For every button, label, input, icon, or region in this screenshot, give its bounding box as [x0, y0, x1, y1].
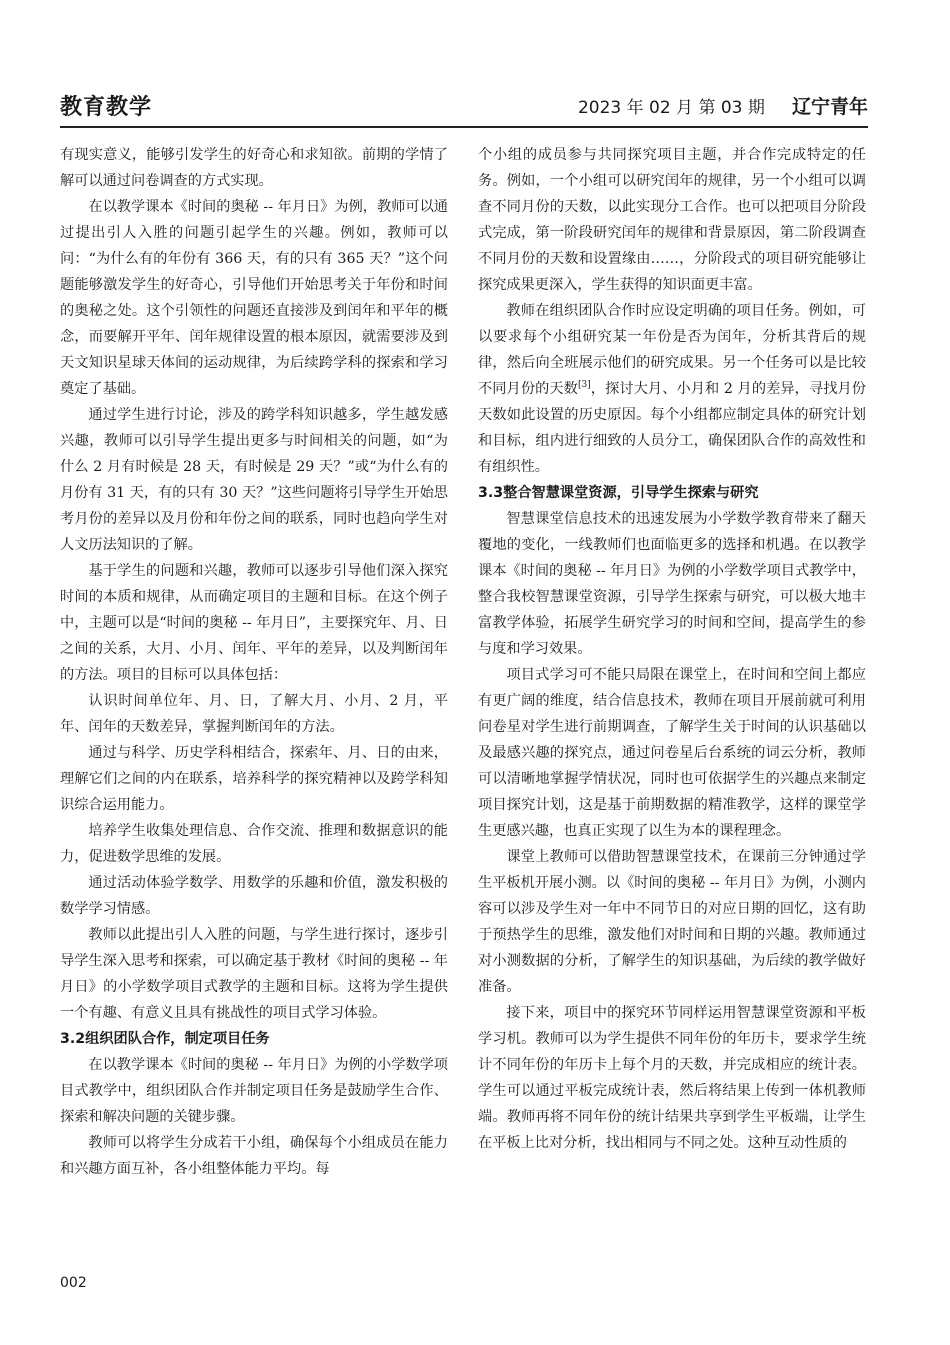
paragraph: 有现实意义，能够引发学生的好奇心和求知欲。前期的学情了解可以通过问卷调查的方式实现。 — [60, 147, 448, 189]
paragraph: 通过活动体验学数学、用数学的乐趣和价值，激发积极的数学学习情感。 — [60, 875, 448, 917]
journal-name: 辽宁青年 — [791, 96, 868, 118]
paragraph: 在以教学课本《时间的奥秘 -- 年月日》为例，教师可以通过提出引人入胜的问题引起学生的兴趣。例如，教师可以问：“为什么有的年份有 366 天，有的只有 365 天？”这个问题能够激发学生的好奇心，引导他们开始思考关于年份和时间的奥秘之处。这个引领性的问题还直接涉及到闰年和平年的概念，而要解开平年、闰年规律设置的根本原因，就需要涉及到天文知识星球天体间的运动规律，为后续跨学科的探索和学习奠定了基础。 — [60, 199, 448, 397]
citation-marker: [3] — [577, 380, 591, 390]
issue-date: 2023 年 02 月 第 03 期 — [577, 98, 765, 118]
section-heading-3-3: 3.3整合智慧课堂资源，引导学生探索与研究 — [478, 485, 759, 501]
paragraph: 通过与科学、历史学科相结合，探索年、月、日的由来，理解它们之间的内在联系，培养科学的探究精神以及跨学科知识综合运用能力。 — [60, 745, 448, 813]
page-number: 002 — [60, 1275, 87, 1291]
section-heading-3-2: 3.2组织团队合作，制定项目任务 — [60, 1031, 270, 1047]
paragraph: 基于学生的问题和兴趣，教师可以逐步引导他们深入探究时间的本质和规律，从而确定项目的主题和目标。在这个例子中，主题可以是“时间的奥秘 -- 年月日”，主要探究年、月、日之间的关系，大月、小月、闰年、平年的差异，以及判断闰年的方法。项目的目标可以具体包括： — [60, 563, 448, 683]
header-rule — [60, 126, 868, 128]
paragraph: 项目式学习可不能只局限在课堂上，在时间和空间上都应有更广阔的维度，结合信息技术，教师在项目开展前就可利用问卷星对学生进行前期调查，了解学生关于时间的认识基础以及最感兴趣的探究点，通过问卷星后台系统的词云分析，教师可以清晰地掌握学情状况，同时也可依据学生的兴趣点来制定项目探究计划，这是基于前期数据的精准教学，这样的课堂学生更感兴趣，也真正实现了以生为本的课程理念。 — [478, 667, 866, 839]
right-column — [478, 142, 866, 1156]
paragraph: 认识时间单位年、月、日，了解大月、小月、2 月，平年、闰年的天数差异，掌握判断闰年的方法。 — [60, 693, 448, 735]
paragraph-text: ，探讨大月、小月和 2 月的差异，寻找月份天数如此设置的历史原因。每个小组都应制定具体的研究计划和目标，组内进行细致的人员分工，确保团队合作的高效性和有组织性。 — [478, 381, 866, 475]
paragraph: 通过学生进行讨论，涉及的跨学科知识越多，学生越发感兴趣，教师可以引导学生提出更多与时间相关的问题，如“为什么 2 月有时候是 28 天，有时候是 29 天？”或“为什么有的月份有 31 天，有的只有 30 天？”这些问题将引导学生开始思考月份的差异以及月份和年份之间的联系，同时也趋向学生对人文历法知识的了解。 — [60, 407, 448, 553]
paragraph: 智慧课堂信息技术的迅速发展为小学数学教育带来了翻天覆地的变化，一线教师们也面临更多的选择和机遇。在以教学课本《时间的奥秘 -- 年月日》为例的小学数学项目式教学中，整合我校智慧课堂资源，引导学生探索与研究，可以极大地丰富教学体验，拓展学生研究学习的时间和空间，提高学生的参与度和学习效果。 — [478, 511, 866, 657]
paragraph: 教师可以将学生分成若干小组，确保每个小组成员在能力和兴趣方面互补，各小组整体能力平均。每 — [60, 1135, 448, 1177]
paragraph: 培养学生收集处理信息、合作交流、推理和数据意识的能力，促进数学思维的发展。 — [60, 823, 448, 865]
paragraph: 教师以此提出引人入胜的问题，与学生进行探讨，逐步引导学生深入思考和探索，可以确定基于教材《时间的奥秘 -- 年月日》的小学数学项目式教学的主题和目标。这将为学生提供一个有趣、有意义且具有挑战性的项目式学习体验。 — [60, 927, 448, 1021]
paragraph: 在以教学课本《时间的奥秘 -- 年月日》为例的小学数学项目式教学中，组织团队合作并制定项目任务是鼓励学生合作、探索和解决问题的关键步骤。 — [60, 1057, 448, 1125]
header-right — [578, 92, 868, 119]
paragraph: 个小组的成员参与共同探究项目主题，并合作完成特定的任务。例如，一个小组可以研究闰年的规律，另一个小组可以调查不同月份的天数，以此实现分工合作。也可以把项目分阶段式完成，第一阶段研究闰年的规律和背景原因，第二阶段调查不同月份的天数和设置缘由……，分阶段式的项目研究能够让探究成果更深入，学生获得的知识面更丰富。 — [478, 147, 866, 293]
paragraph-text: 教师在组织团队合作时应设定明确的项目任务。例如，可以要求每个小组研究某一年份是否为闰年，分析其背后的规律，然后向全班展示他们的研究成果。另一个任务可以是比较不同月份的天数 — [478, 303, 866, 397]
section-title: 教育教学 — [60, 95, 153, 120]
page-header — [60, 88, 868, 128]
paragraph — [478, 298, 866, 480]
left-column — [60, 142, 448, 1182]
paragraph: 接下来，项目中的探究环节同样运用智慧课堂资源和平板学习机。教师可以为学生提供不同年份的年历卡，要求学生统计不同年份的年历卡上每个月的天数，并完成相应的统计表。学生可以通过平板完成统计表，然后将结果上传到一体机教师端。教师再将不同年份的统计结果共享到学生平板端，让学生在平板上比对分析，找出相同与不同之处。这种互动性质的 — [478, 1005, 866, 1151]
paragraph: 课堂上教师可以借助智慧课堂技术，在课前三分钟通过学生平板机开展小测。以《时间的奥秘 -- 年月日》为例，小测内容可以涉及学生对一年中不同节日的对应日期的回忆，这有助于预热学生的思维，激发他们对时间和日期的兴趣。教师通过对小测数据的分析，了解学生的知识基础，为后续的教学做好准备。 — [478, 849, 866, 995]
